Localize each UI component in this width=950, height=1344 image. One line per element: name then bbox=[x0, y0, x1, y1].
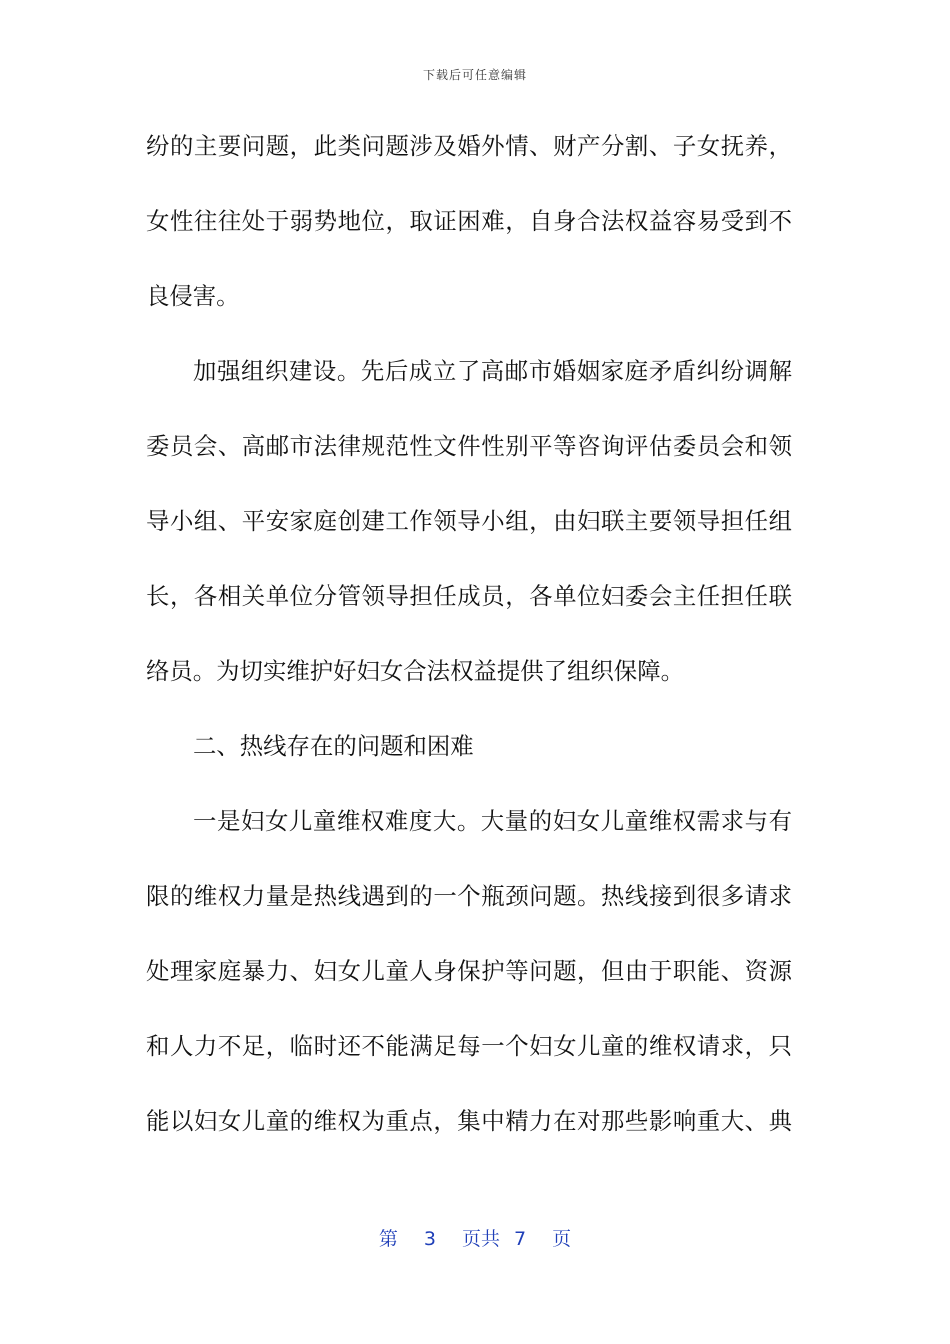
paragraph-line: 能以妇女儿童的维权为重点，集中精力在对那些影响重大、典 bbox=[146, 1107, 792, 1135]
paragraph-line: 长，各相关单位分管领导担任成员，各单位妇委会主任担任联 bbox=[146, 582, 792, 610]
paragraph-line: 导小组、平安家庭创建工作领导小组，由妇联主要领导担任组 bbox=[146, 507, 792, 535]
total-pages-number: 7 bbox=[514, 1228, 527, 1250]
paragraph-line: 限的维权力量是热线遇到的一个瓶颈问题。热线接到很多请求 bbox=[146, 882, 792, 910]
paragraph-line: 和人力不足，临时还不能满足每一个妇女儿童的维权请求，只 bbox=[146, 1032, 792, 1060]
footer-middle: 页共 bbox=[461, 1228, 500, 1250]
current-page-number: 3 bbox=[423, 1228, 436, 1250]
paragraph-line: 加强组织建设。先后成立了高邮市婚姻家庭矛盾纠纷调解 bbox=[193, 357, 792, 385]
document-body bbox=[146, 118, 792, 1168]
paragraph-line: 络员。为切实维护好妇女合法权益提供了组织保障。 bbox=[146, 657, 684, 685]
header-note: 下载后可任意编辑 bbox=[422, 68, 527, 82]
paragraph-line: 委员会、高邮市法律规范性文件性别平等咨询评估委员会和领 bbox=[146, 432, 792, 460]
paragraph-line: 女性往往处于弱势地位，取证困难，自身合法权益容易受到不 bbox=[146, 207, 792, 235]
footer-suffix: 页 bbox=[552, 1228, 572, 1250]
paragraph-line: 一是妇女儿童维权难度大。大量的妇女儿童维权需求与有 bbox=[193, 807, 792, 835]
paragraph-line: 纷的主要问题，此类问题涉及婚外情、财产分割、子女抚养， bbox=[146, 132, 792, 160]
paragraph-line: 良侵害。 bbox=[146, 282, 240, 310]
page-footer bbox=[0, 1224, 950, 1251]
section-heading: 二、热线存在的问题和困难 bbox=[193, 732, 474, 760]
footer-prefix: 第 bbox=[378, 1228, 398, 1250]
paragraph-line: 处理家庭暴力、妇女儿童人身保护等问题，但由于职能、资源 bbox=[146, 957, 792, 985]
